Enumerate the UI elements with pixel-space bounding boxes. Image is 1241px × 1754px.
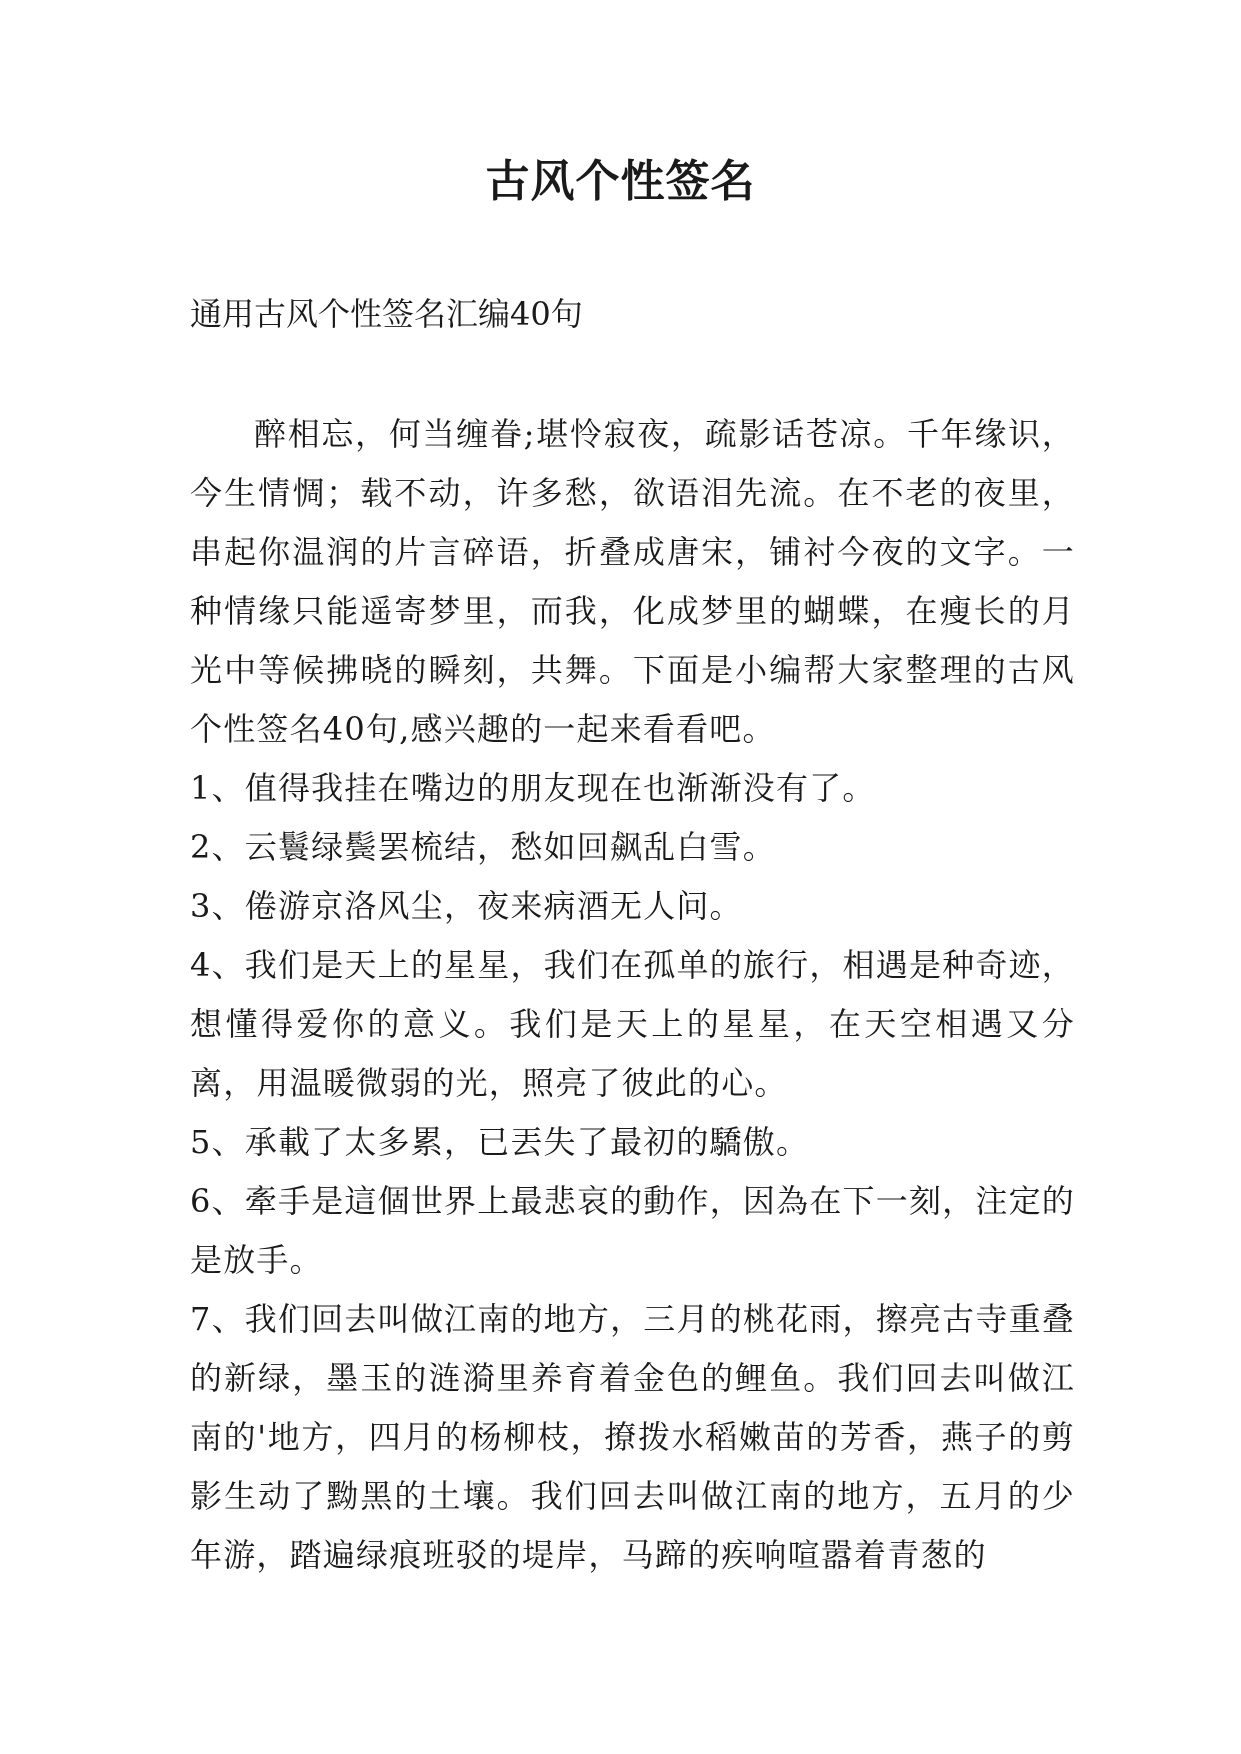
- document-title: 古风个性签名: [485, 156, 756, 207]
- list-item: 2、云鬟绿鬓罢梳结，愁如回飙乱白雪。: [190, 828, 776, 866]
- document-body: [190, 405, 1075, 1585]
- document-subtitle: 通用古风个性签名汇编40句: [190, 295, 583, 333]
- intro-paragraph: 醉相忘，何当缠眷;堪怜寂夜，疏影话苍凉。千年缘识，今生情惆；载不动，许多愁，欲语泪先流。在不老的夜里，串起你温润的片言碎语，折叠成唐宋，铺衬今夜的文字。一种情缘只能遥寄梦里，而我，化成梦里的蝴蝶，在瘦长的月光中等候拂晓的瞬刻，共舞。下面是小编帮大家整理的古风个性签名40句,感兴趣的一起来看看吧。: [190, 415, 1075, 748]
- list-item: 3、倦游京洛风尘，夜来病酒无人问。: [190, 887, 743, 925]
- list-item: 1、值得我挂在嘴边的朋友现在也渐渐没有了。: [190, 769, 876, 807]
- list-item: 6、牽手是這個世界上最悲哀的動作，因為在下一刻，注定的是放手。: [190, 1182, 1075, 1279]
- list-item: 5、承載了太多累，已丟失了最初的驕傲。: [190, 1123, 810, 1161]
- list-item: 4、我们是天上的星星，我们在孤单的旅行，相遇是种奇迹，想懂得爱你的意义。我们是天上的星星，在天空相遇又分离，用温暖微弱的光，照亮了彼此的心。: [190, 946, 1075, 1102]
- list-item: 7、我们回去叫做江南的地方，三月的桃花雨，擦亮古寺重叠的新绿，墨玉的涟漪里养育着金色的鲤鱼。我们回去叫做江南的'地方，四月的杨柳枝，撩拨水稻嫩苗的芳香，燕子的剪影生动了黝黑的土壤。我们回去叫做江南的地方，五月的少年游，踏遍绿痕班驳的堤岸，马蹄的疾响喧嚣着青葱的: [190, 1300, 1075, 1574]
